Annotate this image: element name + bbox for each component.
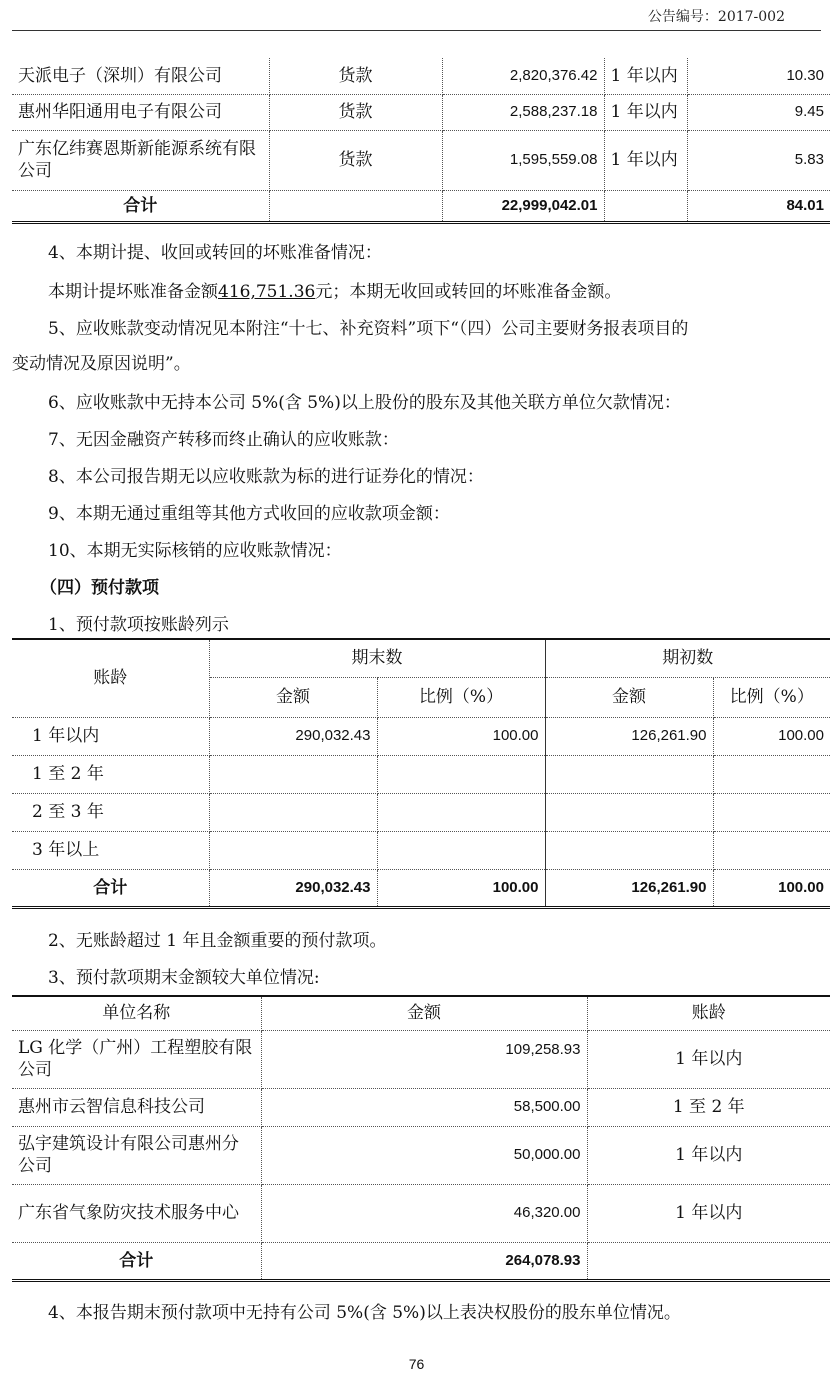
paragraph-4: 4、本期计提、收回或转回的坏账准备情况：: [48, 243, 382, 263]
aging: 1 至 2 年: [12, 755, 209, 793]
total-amount: 264,078.93: [261, 1242, 587, 1280]
col-header-age: 账龄: [12, 639, 209, 717]
table-row: [12, 831, 830, 869]
table-row: [12, 1030, 830, 1088]
company-name: 广东省气象防灾技术服务中心: [12, 1184, 261, 1242]
col-header-amount: 金额: [209, 677, 377, 717]
aging: 1 年以内: [604, 130, 687, 190]
paragraph-10: 10、本期无实际核销的应收账款情况：: [48, 541, 342, 561]
company-name: 天派电子（深圳）有限公司: [12, 58, 269, 94]
col-header-begin: 期初数: [545, 639, 830, 677]
total-row: [12, 869, 830, 907]
table-row: [12, 1088, 830, 1126]
paragraph-8: 8、本公司报告期无以应收账款为标的进行证券化的情况：: [48, 467, 484, 487]
total-begin-ratio: 100.00: [778, 878, 824, 896]
aging: 1 年以内: [587, 1030, 830, 1088]
table-row: [12, 755, 830, 793]
table-row: [12, 717, 830, 755]
document-number: 公告编号：2017-002: [647, 9, 785, 25]
begin-ratio: 100.00: [713, 717, 830, 755]
aging: 1 年以内: [604, 58, 687, 94]
end-amount: 290,032.43: [209, 717, 377, 755]
paragraph-5: 5、应收账款变动情况见本附注“十七、补充资料”项下“（四）公司主要财务报表项目的: [48, 319, 689, 339]
aging: 1 年以内: [604, 94, 687, 130]
col-header-name: 单位名称: [12, 996, 261, 1030]
amount: 2,820,376.42: [442, 58, 604, 94]
paragraph-5-cont: 变动情况及原因说明”。: [12, 354, 191, 374]
company-name: 惠州市云智信息科技公司: [12, 1088, 261, 1126]
table-row: [12, 1184, 830, 1242]
subsection-3: 3、预付款项期末金额较大单位情况:: [48, 968, 320, 988]
percent: 9.45: [687, 94, 830, 130]
company-name: 广东亿纬赛恩斯新能源系统有限公司: [12, 130, 269, 190]
paragraph-7: 7、无因金融资产转移而终止确认的应收账款：: [48, 430, 399, 450]
company-name: 惠州华阳通用电子有限公司: [12, 94, 269, 130]
percent: 10.30: [687, 58, 830, 94]
table-row: [12, 94, 830, 130]
total-row: [12, 1242, 830, 1280]
section-heading: （四）预付款项: [40, 578, 159, 598]
total-label: 合计: [12, 190, 269, 222]
total-label: 合计: [12, 1242, 261, 1280]
company-name: LG 化学（广州）工程塑胶有限公司: [12, 1030, 261, 1088]
header-rule: [12, 30, 821, 31]
amount: 109,258.93: [261, 1030, 587, 1088]
company-name: 弘宇建筑设计有限公司惠州分公司: [12, 1126, 261, 1184]
col-header-ratio: 比例（%）: [713, 677, 830, 717]
receivables-top-table: [12, 58, 830, 224]
aging: 1 年以内: [587, 1184, 830, 1242]
nature: 货款: [269, 58, 442, 94]
aging: 1 至 2 年: [587, 1088, 830, 1126]
amount: 2,588,237.18: [442, 94, 604, 130]
col-header-ratio: 比例（%）: [377, 677, 545, 717]
col-header-amount: 金额: [545, 677, 713, 717]
aging: 1 年以内: [587, 1126, 830, 1184]
total-row: [12, 190, 830, 222]
total-end-ratio: 100.00: [377, 869, 545, 907]
paragraph-4b: 本期计提坏账准备金额416,751.36元；本期无收回或转回的坏账准备金额。: [48, 282, 622, 302]
aging: 3 年以上: [12, 831, 209, 869]
percent: 5.83: [687, 130, 830, 190]
amount: 50,000.00: [261, 1126, 587, 1184]
nature: 货款: [269, 94, 442, 130]
table-row: [12, 58, 830, 94]
prepayment-aging-table: [12, 638, 830, 909]
total-label: 合计: [12, 869, 209, 907]
paragraph-9: 9、本期无通过重组等其他方式收回的应收款项金额：: [48, 504, 450, 524]
subsection-4: 4、本报告期末预付款项中无持有公司 5%(含 5%)以上表决权股份的股东单位情况。: [48, 1303, 681, 1323]
subsection-2: 2、无账龄超过 1 年且金额重要的预付款项。: [48, 931, 387, 951]
begin-amount: 126,261.90: [545, 717, 713, 755]
aging: 1 年以内: [12, 717, 209, 755]
table-row: [12, 793, 830, 831]
nature: 货款: [269, 130, 442, 190]
prepayment-major-table: [12, 995, 830, 1282]
paragraph-6: 6、应收账款中无持本公司 5%(含 5%)以上股份的股东及其他关联方单位欠款情况：: [48, 393, 681, 413]
col-header-end: 期末数: [209, 639, 545, 677]
total-percent: 84.01: [786, 196, 824, 214]
total-amount: 22,999,042.01: [442, 190, 604, 222]
bad-debt-amount: 416,751.36: [218, 282, 316, 302]
table-row: [12, 130, 830, 190]
amount: 46,320.00: [261, 1184, 587, 1242]
total-begin-amount: 126,261.90: [545, 869, 713, 907]
aging: 2 至 3 年: [12, 793, 209, 831]
page-number: 76: [408, 1356, 425, 1372]
table-row: [12, 1126, 830, 1184]
amount: 58,500.00: [261, 1088, 587, 1126]
col-header-amount: 金额: [261, 996, 587, 1030]
total-end-amount: 290,032.43: [209, 869, 377, 907]
end-ratio: 100.00: [377, 717, 545, 755]
subsection-1: 1、预付款项按账龄列示: [48, 615, 229, 635]
amount: 1,595,559.08: [442, 130, 604, 190]
col-header-age: 账龄: [587, 996, 830, 1030]
